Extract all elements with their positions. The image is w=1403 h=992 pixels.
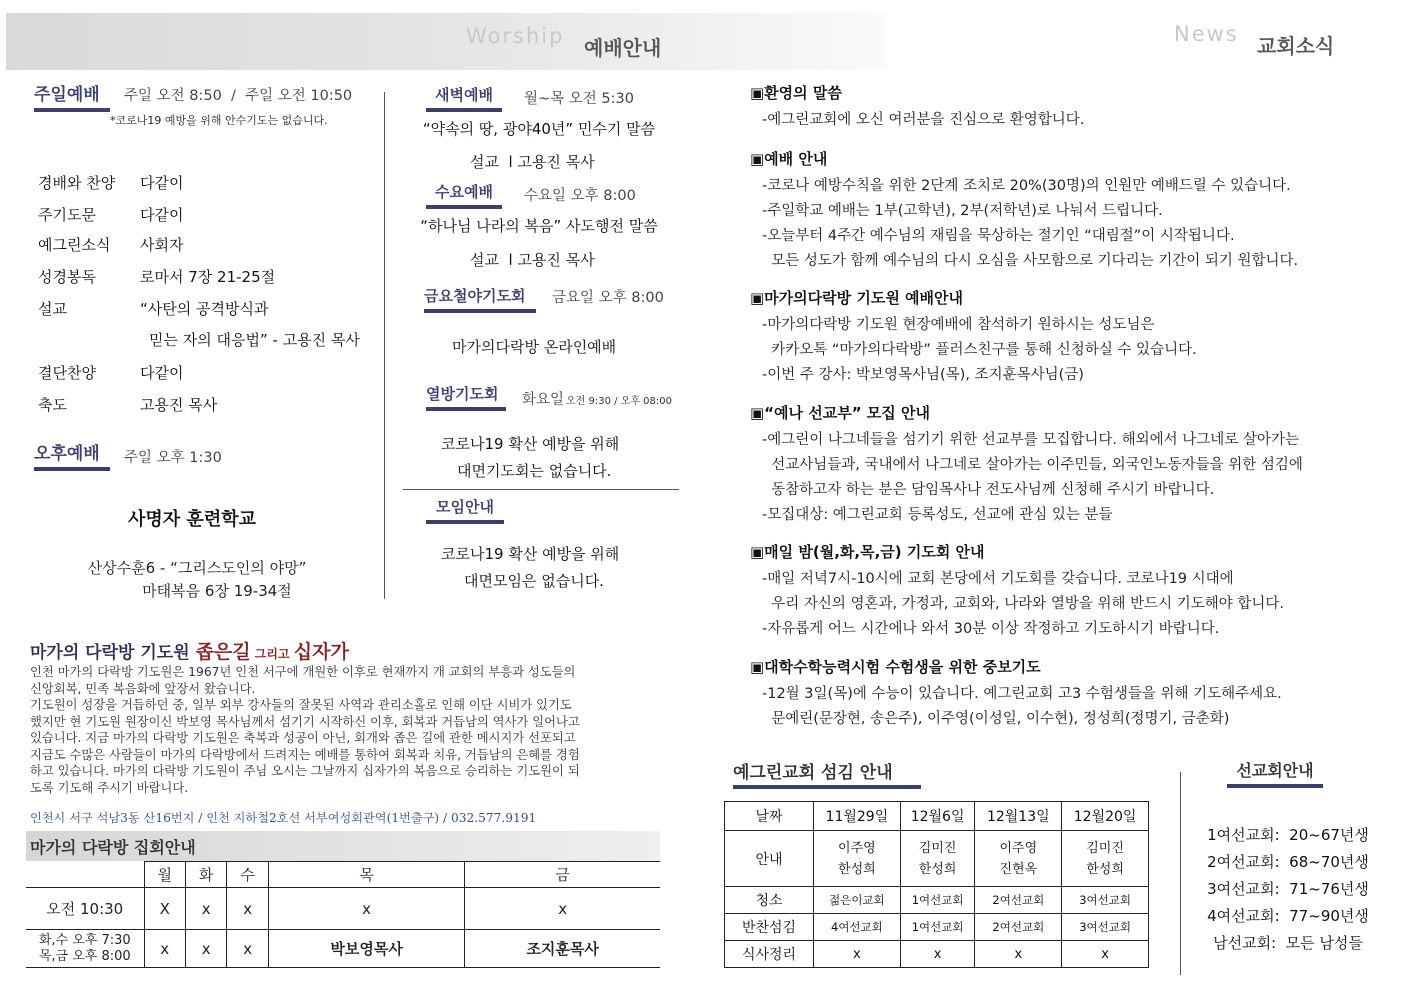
news-heading: ▣환영의 말씀 [750,84,842,102]
schedule-cell: x [185,930,226,968]
schedule-cell: 조지훈목사 [465,930,660,968]
order-row [38,298,268,319]
news-line: -자유롭게 어느 시간에나 와서 30분 이상 작정하고 기도하시기 바랍니다. [762,621,1220,637]
news-line: 우리 자신의 영혼과, 가정과, 교회와, 나라와 열방을 위해 반드시 기도해야 합니다. [762,596,1284,612]
serve-cell: 3여선교회 [1062,914,1149,941]
news-line: 문예린(문장현, 송은주), 이주영(이성일, 이수현), 정성희(정명기, 금춘화) [762,711,1230,727]
order-value: 고용진 목사 [140,396,218,414]
order-value: “사탄의 공격방식과 [140,300,269,318]
news-item [750,287,1197,385]
order-row [38,362,183,383]
serve-row [725,914,1149,941]
order-label: 예그린소식 [38,236,111,254]
mission-item: 3여선교회: 71~76년생 [1207,880,1369,898]
news-heading: ▣대학수학능력시험 수험생을 위한 중보기도 [750,658,1041,676]
serve-head: 11월29일 [814,802,901,831]
serve-header-row [725,802,1149,831]
markan-body [30,664,580,796]
serve-cell: 2여선교회 [975,887,1062,914]
serve-row [725,887,1149,914]
news-heading: ▣마가의다락방 기도원 예배안내 [750,289,963,307]
fri-title: 금요철야기도회 [424,285,536,313]
serve-row-label: 식사정리 [725,941,814,968]
serve-cell: 3여선교회 [1062,887,1149,914]
header-news-ko: 교회소식 [1257,34,1335,58]
serve-guide-cell: 김미진 한성희 [1062,831,1149,887]
serve-guide-row [725,831,1149,887]
serve-guide-cell: 김미진 한성희 [900,831,975,887]
serve-head: 12월6일 [900,802,975,831]
serve-title: 예그린교회 섬김 안내 [733,763,893,783]
schedule-title: 마가의 다락방 집회안내 [30,838,196,857]
serve-head: 12월20일 [1062,802,1149,831]
school-title: 사명자 훈련학교 [128,509,256,530]
order-label: 주기도문 [38,206,96,224]
divider-line [403,489,679,490]
serve-title-underline [733,785,921,789]
order-label: 축도 [38,396,67,414]
dawn-text: “약속의 땅, 광야40년” 민수기 말씀 [422,120,656,138]
school-line2: 마태복음 6장 19-34절 [142,582,292,600]
schedule-cell: x [185,888,226,930]
mission-divider [1180,772,1181,975]
news-line: 카카오톡 “마가의다락방” 플러스친구를 통해 신청하실 수 있습니다. [762,342,1197,358]
yeolbang-time: 오전 9:30 / 오후 08:00 [566,396,672,407]
markan-body-line: 기도원이 성장을 거듭하던 중, 일부 외부 강사들의 잘못된 사역과 관리소홀로 인해 이단 시비가 있기도 [30,698,572,712]
sunday-title: 주일예배 [34,80,110,112]
order-row [38,204,183,225]
afternoon-time: 주일 오후 1:30 [124,450,222,466]
dawn-preacher: 설교 l 고용진 목사 [470,153,595,171]
meeting-title: 모임안내 [426,496,504,524]
schedule-cell: x [227,888,268,930]
news-line: 동참하고자 하는 분은 담임목사나 전도사님께 신청해 주시기 바랍니다. [762,482,1215,498]
serve-head: 12월13일 [975,802,1062,831]
news-item [750,402,1303,525]
markan-body-line: 신앙회복, 민족 복음화에 앞장서 왔습니다. [30,681,256,696]
schedule-cell: 박보영목사 [268,930,464,968]
afternoon-title: 오후예배 [34,439,110,471]
order-label: 설교 [38,300,67,318]
header-news-en: News [1174,22,1239,46]
header-worship-en: Worship [466,24,565,48]
wed-text: “하나님 나라의 복음” 사도행전 말씀 [420,217,658,235]
serve-row-label: 청소 [725,887,814,914]
news-line: -예그린교회에 오신 여러분을 진심으로 환영합니다. [762,112,1085,128]
schedule-cell: x [268,888,464,930]
news-line: -모집대상: 예그린교회 등록성도, 선교에 관심 있는 분들 [762,507,1113,523]
order-value: 사회자 [140,236,184,254]
schedule-day: 화 [185,862,226,888]
schedule-row-label: 화,수 오후 7:30 목,금 오후 8:00 [26,930,144,968]
mission-item: 2여선교회: 68~70년생 [1207,853,1369,871]
order-row [38,329,360,350]
schedule-table [26,861,660,968]
news-line: -12월 3일(목)에 수능이 있습니다. 예그린교회 고3 수험생들을 위해 기도해주세요. [762,686,1282,702]
serve-cell: 4여선교회 [814,914,901,941]
school-line1: 산상수훈6 - “그리스도인의 야망” [87,559,307,577]
schedule-row [26,888,660,930]
dawn-time: 월~목 오전 5:30 [524,91,634,107]
mission-item: 남선교회: 모든 남성들 [1213,934,1363,952]
order-value: 다같이 [140,364,184,382]
order-value: 로마서 7장 21-25절 [140,268,276,286]
serve-head: 날짜 [725,802,814,831]
news-line: -오늘부터 4주간 예수님의 재림을 묵상하는 절기인 “대림절”이 시작됩니다. [762,228,1235,244]
news-heading: ▣“예나 선교부” 모집 안내 [750,404,930,422]
mission-item: 1여선교회: 20~67년생 [1207,826,1369,844]
markan-title: 마가의 다락방 기도원 좁은길 그리고 십자가 [30,641,349,663]
schedule-cell: x [465,888,660,930]
fri-text: 마가의다락방 온라인예배 [452,338,617,356]
serve-row-label: 반찬섬김 [725,914,814,941]
serve-cell: x [975,941,1062,968]
schedule-day: 목 [268,862,464,888]
news-line: -마가의다락방 기도원 현장예배에 참석하기 원하시는 성도님은 [762,317,1155,333]
news-item [750,82,1084,130]
news-line: -예그린이 나그네들을 섬기기 위한 선교부를 모집합니다. 해외에서 나그네로 살아가는 [762,432,1299,448]
news-heading: ▣예배 안내 [750,150,828,168]
schedule-cell: x [144,930,185,968]
news-line: 모든 성도가 함께 예수님의 다시 오심을 사모함으로 기다리는 기간이 되기 원합니다. [762,253,1299,269]
dawn-title: 새벽예배 [426,84,502,112]
mission-list [1188,824,1388,959]
news-heading: ▣매일 밤(월,화,목,금) 기도회 안내 [750,543,985,561]
serve-cell: 2여선교회 [975,914,1062,941]
markan-body-line: 했지만 현 기도원 원장이신 박보영 목사님께서 섬기기 시작하신 이후, 회복과 거듭남의 역사가 일어나고 [30,714,580,729]
serve-row [725,941,1149,968]
order-row [38,234,183,255]
serve-cell: x [1062,941,1149,968]
column-divider [384,92,385,599]
wed-preacher: 설교 l 고용진 목사 [470,251,595,269]
wed-title: 수요예배 [426,181,502,209]
wed-time: 수요일 오후 8:00 [524,188,636,204]
order-value: 다같이 [140,206,184,224]
fri-time: 금요일 오후 8:00 [552,290,664,306]
meeting-text2: 대면모임은 없습니다. [464,572,604,590]
yeolbang-text2: 대면기도회는 없습니다. [457,462,612,480]
serve-cell: x [900,941,975,968]
markan-body-line: 있습니다. 지금 마가의 다락방 기도원은 축복과 성공이 아닌, 회개와 좁은 길에 관한 메시지가 선포되고 [30,731,576,745]
schedule-row-label: 오전 10:30 [26,888,144,930]
order-row [38,266,275,287]
schedule-day: 월 [144,862,185,888]
meeting-text1: 코로나19 확산 예방을 위해 [441,545,620,563]
news-item [750,148,1298,271]
sunday-note: *코로나19 예방을 위해 안수기도는 없습니다. [110,114,328,127]
news-line: -이번 주 강사: 박보영목사님(목), 조지훈목사님(금) [762,367,1084,383]
serve-cell: 1여선교회 [900,914,975,941]
order-row [38,394,217,415]
schedule-day: 금 [465,862,660,888]
schedule-row [26,930,660,968]
mission-title: 선교회안내 [1227,758,1323,788]
order-label: 성경봉독 [38,268,96,286]
yeolbang-text1: 코로나19 확산 예방을 위해 [441,435,620,453]
serve-cell: x [814,941,901,968]
yeolbang-day: 화요일 [522,392,565,408]
serve-guide-cell: 이주영 진현옥 [975,831,1062,887]
markan-body-line: 인천 마가의 다락방 기도원은 1967년 인천 서구에 개원한 이후로 현재까지 개 교회의 부흥과 성도들의 [30,665,576,679]
sunday-time: 주일 오전 8:50 / 주일 오전 10:50 [124,88,353,104]
serve-guide-label: 안내 [725,831,814,887]
header-bar [6,13,886,70]
schedule-header-row [26,862,660,888]
order-row [38,172,183,193]
news-line: -코로나 예방수칙을 위한 2단계 조치로 20%(30명)의 인원만 예배드릴 수 있습니다. [762,178,1291,194]
schedule-cell: X [144,888,185,930]
markan-body-line: 지금도 수많은 사람들이 마가의 다락방에서 드려지는 예배를 통하여 회복과 치유, 거듭남의 은혜를 경험 [30,747,580,762]
news-item [750,541,1284,639]
mission-item: 4여선교회: 77~90년생 [1207,907,1369,925]
markan-address: 인천시 서구 석남3동 산16번지 / 인천 지하철2호선 서부여성회관역(1번출구) / 032.577.9191 [30,811,537,825]
order-label: 결단찬양 [38,364,96,382]
serve-cell: 1여선교회 [900,887,975,914]
schedule-cell: x [227,930,268,968]
serve-table [724,801,1149,968]
order-value: 다같이 [140,174,184,192]
order-label: 경배와 찬양 [38,174,116,192]
news-item [750,656,1282,729]
yeolbang-title: 열방기도회 [426,383,506,411]
serve-guide-cell: 이주영 한성희 [814,831,901,887]
schedule-day: 수 [227,862,268,888]
news-line: -매일 저녁7시-10시에 교회 본당에서 기도회를 갖습니다. 코로나19 시대에 [762,571,1234,587]
markan-body-line: 도록 기도해 주시기 바랍니다. [30,780,189,795]
serve-cell: 젊은이교회 [814,887,901,914]
header-worship-ko: 예배안내 [584,36,662,60]
markan-body-line: 하고 있습니다. 마가의 다락방 기도원이 주님 오시는 그날까지 십자가의 복음으로 승리하는 기도원이 되 [30,764,580,778]
news-line: 선교사님들과, 국내에서 나그네로 살아가는 이주민들, 외국인노동자들을 위한 섬김에 [762,457,1303,473]
order-value: 믿는 자의 대응법” - 고용진 목사 [149,331,360,349]
news-line: -주일학교 예배는 1부(고학년), 2부(저학년)로 나눠서 드립니다. [762,203,1163,219]
schedule-corner [26,862,144,888]
